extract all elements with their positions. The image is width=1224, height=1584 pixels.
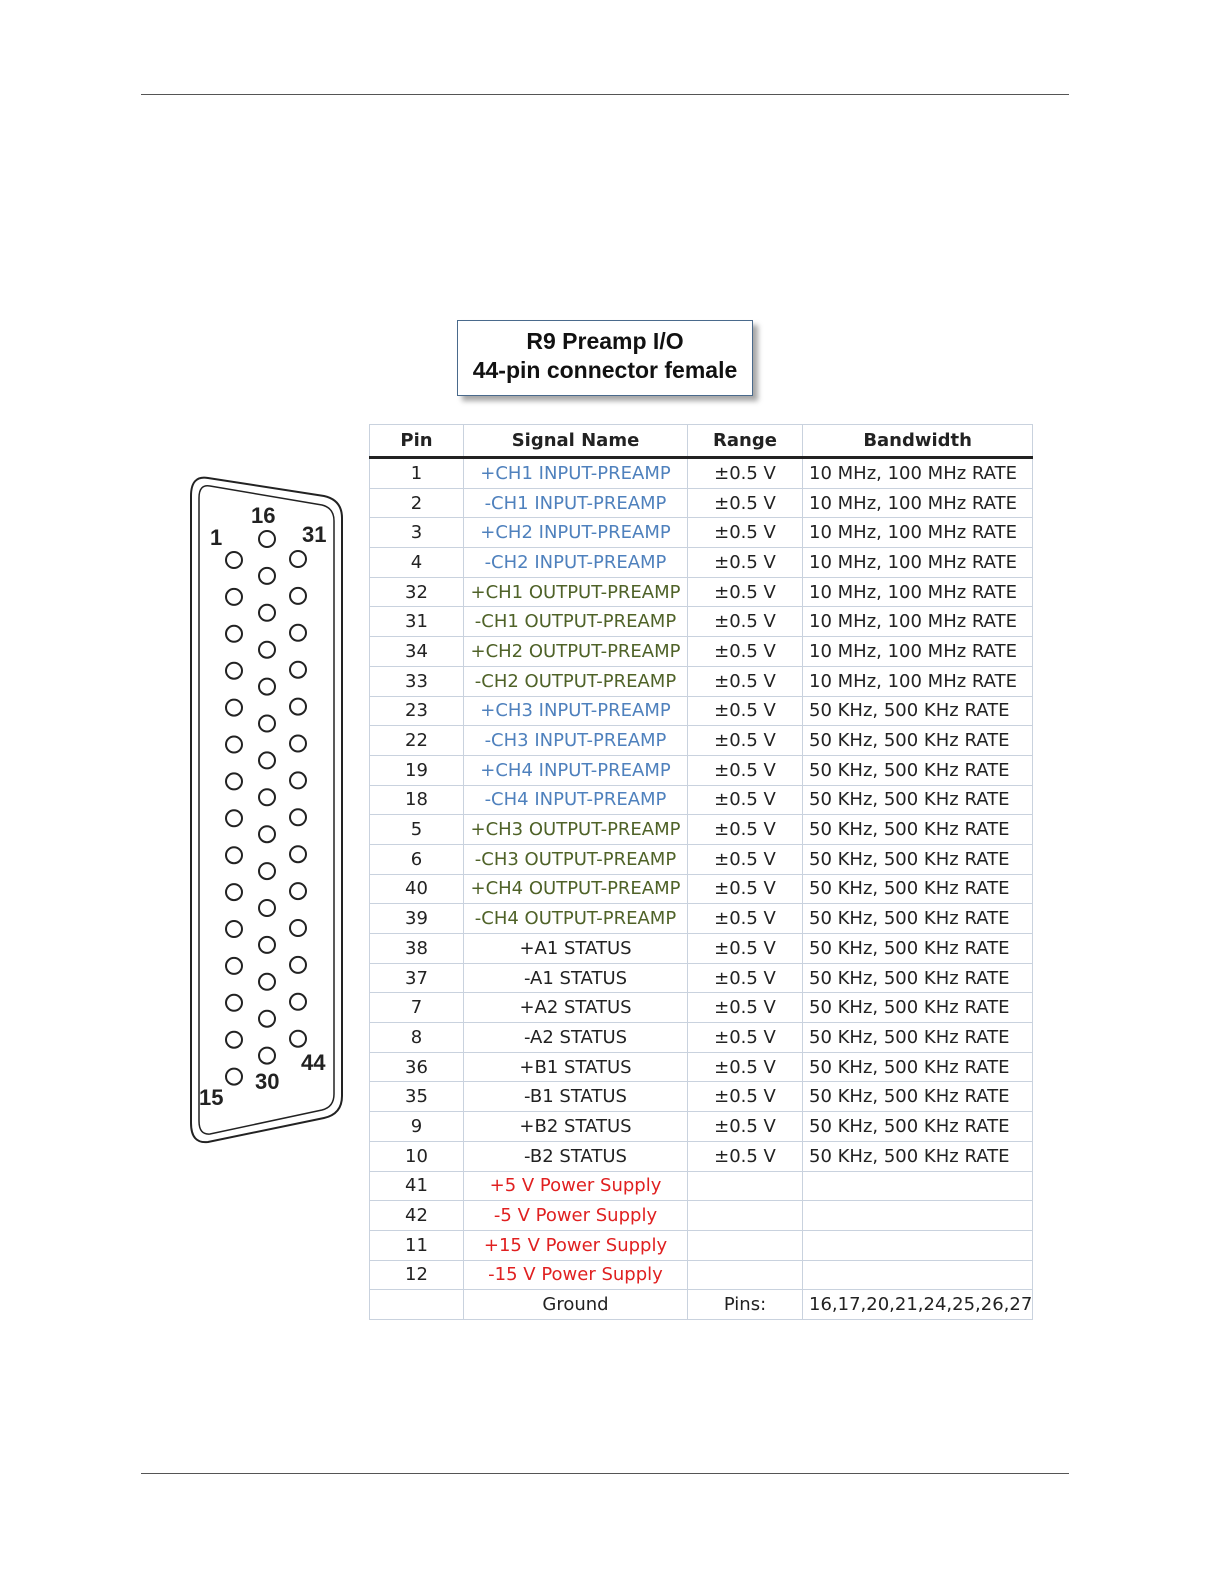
bandwidth-cell: 50 KHz, 500 KHz RATE: [803, 726, 1033, 756]
pin-hole-28: [259, 974, 275, 990]
pin-cell: 41: [370, 1171, 464, 1201]
pin-hole-14: [226, 1032, 242, 1048]
bandwidth-cell: 50 KHz, 500 KHz RATE: [803, 844, 1033, 874]
label-pin-30: 30: [255, 1069, 280, 1094]
pin-cell: 42: [370, 1201, 464, 1231]
range-cell: ±0.5 V: [688, 607, 803, 637]
pin-cell: 5: [370, 815, 464, 845]
signal-name-cell: -CH4 INPUT-PREAMP: [464, 785, 688, 815]
pin-cell: [370, 1290, 464, 1320]
bandwidth-cell: 50 KHz, 500 KHz RATE: [803, 785, 1033, 815]
bandwidth-cell: [803, 1260, 1033, 1290]
pin-cell: 10: [370, 1141, 464, 1171]
signal-name-cell: +CH1 INPUT-PREAMP: [464, 458, 688, 489]
bandwidth-cell: 50 KHz, 500 KHz RATE: [803, 1112, 1033, 1142]
pin-hole-19: [259, 642, 275, 658]
pin-cell: 3: [370, 518, 464, 548]
pin-hole-11: [226, 921, 242, 937]
pin-hole-35: [290, 699, 306, 715]
bandwidth-cell: 50 KHz, 500 KHz RATE: [803, 934, 1033, 964]
pin-hole-4: [226, 663, 242, 679]
pin-hole-13: [226, 995, 242, 1011]
range-cell: [688, 1201, 803, 1231]
pin-cell: 22: [370, 726, 464, 756]
bandwidth-cell: 50 KHz, 500 KHz RATE: [803, 1023, 1033, 1053]
range-cell: ±0.5 V: [688, 637, 803, 667]
label-pin-31: 31: [302, 522, 327, 547]
table-row: [370, 1023, 1033, 1053]
table-row: [370, 1290, 1033, 1320]
bandwidth-cell: 50 KHz, 500 KHz RATE: [803, 963, 1033, 993]
header-range: Range: [688, 425, 803, 458]
range-cell: ±0.5 V: [688, 666, 803, 696]
connector-diagram: [188, 468, 348, 1148]
table-row: [370, 934, 1033, 964]
signal-name-cell: +CH3 INPUT-PREAMP: [464, 696, 688, 726]
pin-cell: 38: [370, 934, 464, 964]
pin-cell: 23: [370, 696, 464, 726]
bandwidth-cell: 10 MHz, 100 MHz RATE: [803, 488, 1033, 518]
bandwidth-cell: 50 KHz, 500 KHz RATE: [803, 1141, 1033, 1171]
signal-name-cell: +A2 STATUS: [464, 993, 688, 1023]
table-row: [370, 815, 1033, 845]
pin-hole-37: [290, 772, 306, 788]
range-cell: ±0.5 V: [688, 1082, 803, 1112]
table-row: [370, 993, 1033, 1023]
pin-cell: 31: [370, 607, 464, 637]
range-cell: ±0.5 V: [688, 1141, 803, 1171]
range-cell: ±0.5 V: [688, 577, 803, 607]
signal-name-cell: +CH3 OUTPUT-PREAMP: [464, 815, 688, 845]
table-row: [370, 1260, 1033, 1290]
range-cell: ±0.5 V: [688, 755, 803, 785]
table-row: [370, 1171, 1033, 1201]
pin-hole-36: [290, 736, 306, 752]
table-row: [370, 1201, 1033, 1231]
signal-name-cell: -A2 STATUS: [464, 1023, 688, 1053]
range-cell: ±0.5 V: [688, 874, 803, 904]
signal-name-cell: +CH2 INPUT-PREAMP: [464, 518, 688, 548]
signal-name-cell: -CH2 OUTPUT-PREAMP: [464, 666, 688, 696]
table-row: [370, 607, 1033, 637]
pin-hole-9: [226, 847, 242, 863]
pin-cell: 19: [370, 755, 464, 785]
signal-name-cell: Ground: [464, 1290, 688, 1320]
range-cell: ±0.5 V: [688, 1112, 803, 1142]
table-row: [370, 844, 1033, 874]
bandwidth-cell: 10 MHz, 100 MHz RATE: [803, 548, 1033, 578]
pin-cell: 7: [370, 993, 464, 1023]
table-row: [370, 963, 1033, 993]
bandwidth-cell: 50 KHz, 500 KHz RATE: [803, 993, 1033, 1023]
pin-hole-22: [259, 752, 275, 768]
pin-cell: 18: [370, 785, 464, 815]
bandwidth-cell: 10 MHz, 100 MHz RATE: [803, 666, 1033, 696]
pin-cell: 8: [370, 1023, 464, 1053]
table-row: [370, 458, 1033, 489]
pin-cell: 36: [370, 1052, 464, 1082]
signal-name-cell: +CH4 OUTPUT-PREAMP: [464, 874, 688, 904]
range-cell: ±0.5 V: [688, 934, 803, 964]
signal-name-cell: -CH1 OUTPUT-PREAMP: [464, 607, 688, 637]
label-pin-16: 16: [251, 503, 276, 528]
signal-name-cell: -CH4 OUTPUT-PREAMP: [464, 904, 688, 934]
pin-hole-38: [290, 809, 306, 825]
range-cell: ±0.5 V: [688, 1052, 803, 1082]
bandwidth-cell: 16,17,20,21,24,25,26,27: [803, 1290, 1033, 1320]
signal-name-cell: +CH2 OUTPUT-PREAMP: [464, 637, 688, 667]
range-cell: ±0.5 V: [688, 1023, 803, 1053]
signal-name-cell: +CH1 OUTPUT-PREAMP: [464, 577, 688, 607]
table-row: [370, 548, 1033, 578]
pin-hole-26: [259, 900, 275, 916]
pin-hole-31: [290, 551, 306, 567]
range-cell: ±0.5 V: [688, 993, 803, 1023]
pin-hole-43: [290, 994, 306, 1010]
range-cell: ±0.5 V: [688, 458, 803, 489]
range-cell: ±0.5 V: [688, 904, 803, 934]
range-cell: ±0.5 V: [688, 785, 803, 815]
bandwidth-cell: 50 KHz, 500 KHz RATE: [803, 755, 1033, 785]
signal-name-cell: -CH1 INPUT-PREAMP: [464, 488, 688, 518]
signal-name-cell: -A1 STATUS: [464, 963, 688, 993]
title-line-2: 44-pin connector female: [472, 357, 738, 383]
pin-cell: 35: [370, 1082, 464, 1112]
pin-hole-17: [259, 568, 275, 584]
range-cell: ±0.5 V: [688, 726, 803, 756]
signal-name-cell: +15 V Power Supply: [464, 1230, 688, 1260]
table-header-row: [370, 425, 1033, 458]
pin-hole-20: [259, 679, 275, 695]
range-cell: ±0.5 V: [688, 518, 803, 548]
bandwidth-cell: 10 MHz, 100 MHz RATE: [803, 607, 1033, 637]
connector-pins: [226, 531, 306, 1085]
label-pin-15: 15: [199, 1085, 224, 1110]
table-row: [370, 577, 1033, 607]
table-row: [370, 488, 1033, 518]
table-row: [370, 518, 1033, 548]
connector-outline-outer: [191, 478, 342, 1143]
pin-hole-18: [259, 605, 275, 621]
signal-name-cell: -15 V Power Supply: [464, 1260, 688, 1290]
pin-hole-39: [290, 846, 306, 862]
signal-name-cell: -CH2 INPUT-PREAMP: [464, 548, 688, 578]
pin-cell: 1: [370, 458, 464, 489]
pin-hole-21: [259, 716, 275, 732]
range-cell: Pins:: [688, 1290, 803, 1320]
pin-cell: 39: [370, 904, 464, 934]
pin-cell: 33: [370, 666, 464, 696]
table-row: [370, 726, 1033, 756]
table-row: [370, 785, 1033, 815]
pin-hole-27: [259, 937, 275, 953]
table-row: [370, 696, 1033, 726]
pin-hole-23: [259, 789, 275, 805]
table-row: [370, 1082, 1033, 1112]
pin-hole-16: [259, 531, 275, 547]
table-row: [370, 666, 1033, 696]
header-bandwidth: Bandwidth: [803, 425, 1033, 458]
range-cell: [688, 1171, 803, 1201]
pin-hole-25: [259, 863, 275, 879]
bandwidth-cell: 10 MHz, 100 MHz RATE: [803, 637, 1033, 667]
pinout-table: [369, 424, 1033, 1320]
bandwidth-cell: [803, 1201, 1033, 1231]
bandwidth-cell: 50 KHz, 500 KHz RATE: [803, 1082, 1033, 1112]
signal-name-cell: -B2 STATUS: [464, 1141, 688, 1171]
pin-hole-41: [290, 920, 306, 936]
pin-hole-24: [259, 826, 275, 842]
bandwidth-cell: 10 MHz, 100 MHz RATE: [803, 458, 1033, 489]
pin-hole-34: [290, 662, 306, 678]
signal-name-cell: -5 V Power Supply: [464, 1201, 688, 1231]
pin-hole-30: [259, 1048, 275, 1064]
pin-hole-1: [226, 552, 242, 568]
table-row: [370, 874, 1033, 904]
pin-cell: 37: [370, 963, 464, 993]
table-row: [370, 637, 1033, 667]
bandwidth-cell: [803, 1171, 1033, 1201]
table-row: [370, 1230, 1033, 1260]
pin-cell: 4: [370, 548, 464, 578]
footer-rule: [141, 1473, 1069, 1474]
pin-cell: 32: [370, 577, 464, 607]
pin-hole-6: [226, 737, 242, 753]
table-row: [370, 904, 1033, 934]
signal-name-cell: -B1 STATUS: [464, 1082, 688, 1112]
pin-hole-29: [259, 1011, 275, 1027]
pin-hole-7: [226, 773, 242, 789]
pin-hole-8: [226, 810, 242, 826]
range-cell: ±0.5 V: [688, 815, 803, 845]
header-rule: [141, 94, 1069, 95]
pin-cell: 2: [370, 488, 464, 518]
pin-cell: 6: [370, 844, 464, 874]
diagram-title-box: [457, 320, 753, 396]
pin-hole-33: [290, 625, 306, 641]
range-cell: ±0.5 V: [688, 696, 803, 726]
range-cell: ±0.5 V: [688, 844, 803, 874]
table-row: [370, 1112, 1033, 1142]
pin-hole-42: [290, 957, 306, 973]
pin-hole-15: [226, 1069, 242, 1085]
bandwidth-cell: 10 MHz, 100 MHz RATE: [803, 577, 1033, 607]
pin-hole-32: [290, 588, 306, 604]
bandwidth-cell: 50 KHz, 500 KHz RATE: [803, 1052, 1033, 1082]
signal-name-cell: +B1 STATUS: [464, 1052, 688, 1082]
header-signal-name: Signal Name: [464, 425, 688, 458]
pin-hole-44: [290, 1031, 306, 1047]
table-row: [370, 1141, 1033, 1171]
range-cell: [688, 1260, 803, 1290]
signal-name-cell: -CH3 INPUT-PREAMP: [464, 726, 688, 756]
title-line-1: R9 Preamp I/O: [526, 328, 684, 354]
bandwidth-cell: 50 KHz, 500 KHz RATE: [803, 904, 1033, 934]
bandwidth-cell: 10 MHz, 100 MHz RATE: [803, 518, 1033, 548]
bandwidth-cell: [803, 1230, 1033, 1260]
range-cell: ±0.5 V: [688, 548, 803, 578]
table-row: [370, 1052, 1033, 1082]
header-pin: Pin: [370, 425, 464, 458]
pin-hole-2: [226, 589, 242, 605]
pin-cell: 11: [370, 1230, 464, 1260]
pin-hole-3: [226, 626, 242, 642]
table-row: [370, 755, 1033, 785]
signal-name-cell: +5 V Power Supply: [464, 1171, 688, 1201]
pin-hole-12: [226, 958, 242, 974]
bandwidth-cell: 50 KHz, 500 KHz RATE: [803, 696, 1033, 726]
range-cell: ±0.5 V: [688, 488, 803, 518]
signal-name-cell: +CH4 INPUT-PREAMP: [464, 755, 688, 785]
pin-cell: 9: [370, 1112, 464, 1142]
pin-hole-10: [226, 884, 242, 900]
range-cell: [688, 1230, 803, 1260]
pin-cell: 34: [370, 637, 464, 667]
signal-name-cell: +B2 STATUS: [464, 1112, 688, 1142]
label-pin-1: 1: [210, 525, 223, 550]
bandwidth-cell: 50 KHz, 500 KHz RATE: [803, 815, 1033, 845]
pin-cell: 40: [370, 874, 464, 904]
pin-cell: 12: [370, 1260, 464, 1290]
signal-name-cell: -CH3 OUTPUT-PREAMP: [464, 844, 688, 874]
pin-hole-5: [226, 700, 242, 716]
pin-hole-40: [290, 883, 306, 899]
signal-name-cell: +A1 STATUS: [464, 934, 688, 964]
label-pin-44: 44: [301, 1050, 326, 1075]
bandwidth-cell: 50 KHz, 500 KHz RATE: [803, 874, 1033, 904]
range-cell: ±0.5 V: [688, 963, 803, 993]
